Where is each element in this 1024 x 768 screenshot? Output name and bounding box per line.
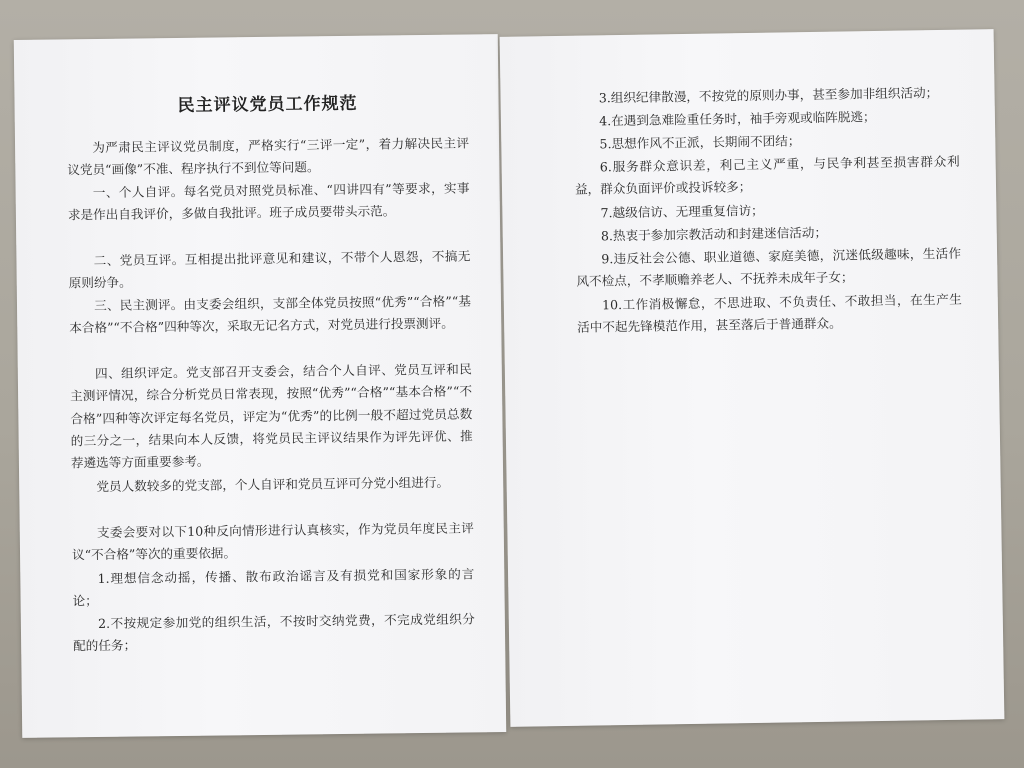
document-title: 民主评议党员工作规范: [177, 93, 358, 116]
right-page-content: [573, 30, 962, 336]
paragraph-party-groups: 党员人数较多的党支部，个人自评和党员互评可分党小组进行。: [96, 474, 450, 495]
list-item-2: 2.不按规定参加党的组织生活，不按时交纳党费，不完成党组织分配的任务；: [73, 611, 475, 654]
list-item-8: 8.热衷于参加宗教活动和封建迷信活动；: [600, 224, 828, 244]
list-item-1: 1.理想信念动摇，传播、散布政治谣言及有损党和国家形象的言论；: [72, 566, 475, 609]
paragraph-self-review: 一、个人自评。每名党员对照党员标准、“四讲四有”等要求，实事求是作出自我评价，多做自我批评。班子成员要带头示范。: [67, 180, 470, 223]
list-item-3: 3.组织纪律散漫，不按党的原则办事，甚至参加非组织活动；: [598, 85, 939, 106]
list-item-7: 7.越级信访、无理重复信访；: [600, 202, 764, 221]
list-item-4: 4.在遇到急难险重任务时，袖手旁观或临阵脱逃；: [599, 109, 876, 129]
paragraph-organization-rating: 四、组织评定。党支部召开支委会，结合个人自评、党员互评和民主测评情况，综合分析党员日常表现，按照“优秀”“合格”“基本合格”“不合格”四种等次评定每名党员，评定为“优秀”的比例一般不超过党员总数的三分之一，结果向本人反馈，将党员民主评议结果作为评先评优、推荐遴选等方面重要参考。: [70, 361, 473, 471]
list-item-9: 9.违反社会公德、职业道德、家庭美德，沉迷低级趣味，生活作风不检点，不孝顺赡养老人、不抚养未成年子女；: [576, 245, 962, 290]
left-page: [14, 34, 506, 738]
right-page: [500, 29, 1005, 727]
list-item-5: 5.思想作风不正派，长期闹不团结；: [599, 133, 801, 152]
list-item-10: 10.工作消极懈怠，不思进取、不负责任、不敢担当，在生产生活中不起先锋模范作用，甚至落后于普通群众。: [577, 291, 962, 336]
paragraph-intro: 为严肃民主评议党员制度，严格实行“三评一定”，着力解决民主评议党员“画像”不准、程序执行不到位等问题。: [67, 135, 470, 178]
paragraph-negative-cases-intro: 支委会要对以下10种反向情形进行认真核实，作为党员年度民主评议“不合格”等次的重要依据。: [71, 520, 474, 563]
left-page-content: [66, 34, 475, 654]
paragraph-peer-review: 二、党员互评。互相提出批评意见和建议，不带个人恩怨，不搞无原则纷争。: [68, 248, 471, 291]
paragraph-democratic-vote: 三、民主测评。由支委会组织，支部全体党员按照“优秀”“合格”“基本合格”“不合格”四种等次，采取无记名方式，对党员进行投票测评。: [69, 293, 472, 336]
list-item-6: 6.服务群众意识差，利己主义严重，与民争利甚至损害群众利益，群众负面评价或投诉较多；: [574, 153, 960, 198]
